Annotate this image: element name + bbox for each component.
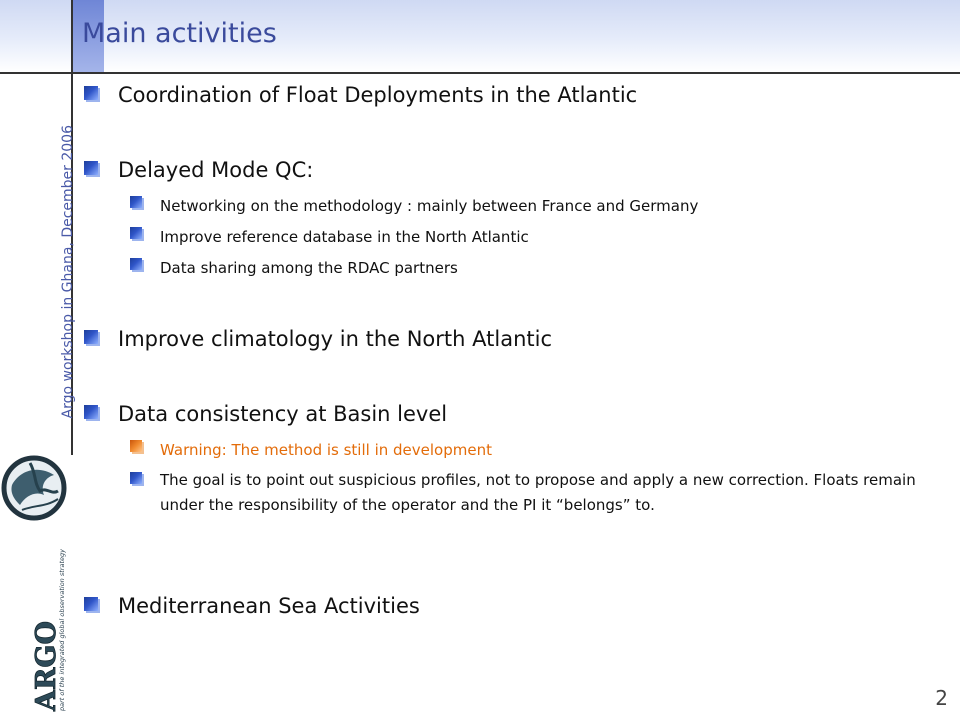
title-divider [0,72,960,74]
bullet-text: Mediterranean Sea Activities [118,594,420,618]
bullet-text: Data consistency at Basin level [118,402,448,426]
svg-text:ARGO: ARGO [31,621,62,711]
slide-title: Main activities [82,18,277,49]
sub-bullet-text: Networking on the methodology : mainly between France and Germany [160,197,699,215]
argo-logo [0,455,73,720]
sub-bullet-icon [130,196,142,208]
bullet-text: Improve climatology in the North Atlantic [118,327,552,351]
bullet-icon [84,86,98,100]
bullet-icon [84,597,98,611]
sub-bullet-text: The goal is to point out suspicious profiles, not to propose and apply a new correction. Floats remain under the responsibility of the operator and the PI it “belongs” to. [160,471,916,514]
svg-text:part of the integrated global: part of the integrated global observation strategy [58,549,66,711]
bullet-icon [84,161,98,175]
bullet-icon [84,330,98,344]
bullet-text: Delayed Mode QC: [118,158,314,182]
side-caption: Argo workshop in Ghana, December 2006 [60,125,76,419]
sub-bullet-icon [130,472,142,484]
warning-text: Warning: The method is still in development [160,441,492,459]
logo-wordmark [30,621,62,713]
bullet-text: Coordination of Float Deployments in the Atlantic [118,83,638,107]
sub-bullet-icon [130,227,142,239]
bullet-icon [84,405,98,419]
warning-bullet-icon [130,440,142,452]
sub-bullet-text: Data sharing among the RDAC partners [160,259,458,277]
globe-icon [4,458,64,518]
sub-bullet-icon [130,258,142,270]
sub-bullet-text: Improve reference database in the North Atlantic [160,228,529,246]
page-number: 2 [935,686,948,710]
